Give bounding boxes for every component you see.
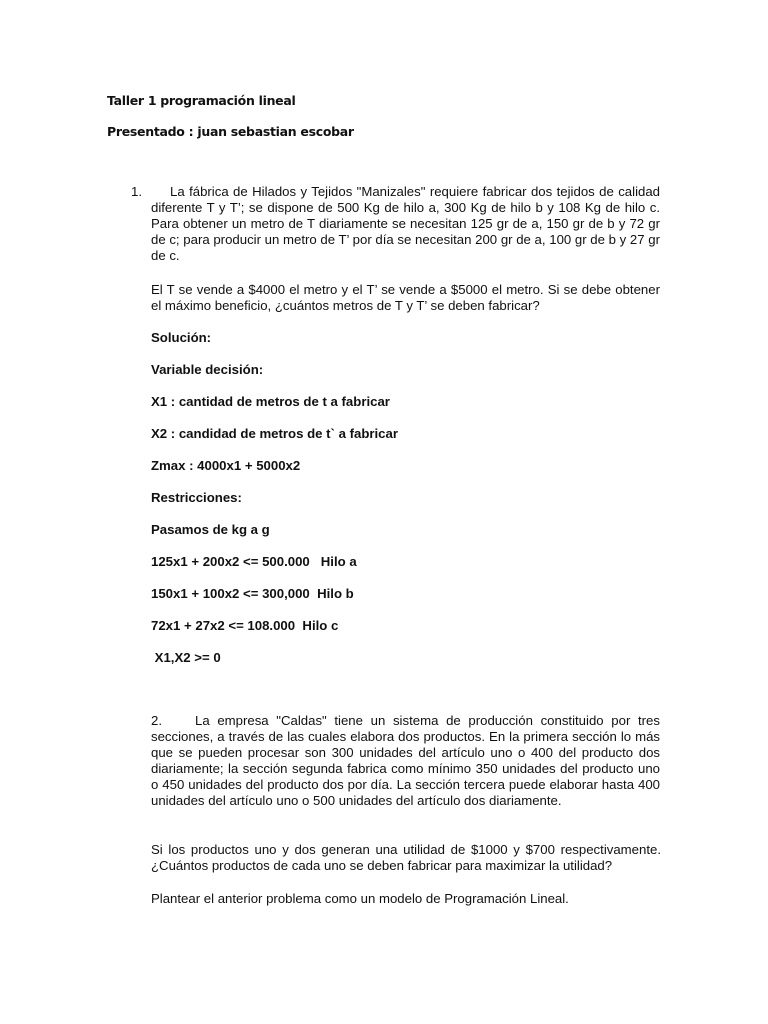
problem-1-number: 1. (131, 184, 142, 199)
problem-2-paragraph-1: La empresa "Caldas" tiene un sistema de producción constituido por tres secciones, a través de las cuales elabora dos productos. En la primera sección lo más que se pueden procesar son 300 unidades del artículo uno o 400 del producto dos diariamente; la sección segunda fabrica como mínimo 350 unidades del producto uno o 450 unidades del producto dos por día. La sección tercera puede elaborar hasta 400 unidades del artículo uno o 500 unidades del artículo dos diariamente. (151, 713, 660, 808)
problem-1-paragraph-2: El T se vende a $4000 el metro y el T’ se vende a $5000 el metro. Si se debe obtener el máximo beneficio, ¿cuántos metros de T y T’ se deben fabricar? (151, 282, 660, 313)
restriction-hilo-c: 72x1 + 27x2 <= 108.000 Hilo c (151, 618, 339, 633)
problem-1-paragraph-1: La fábrica de Hilados y Tejidos "Manizales" requiere fabricar dos tejidos de calidad diferente T y T’; se dispone de 500 Kg de hilo a, 300 Kg de hilo b y 108 Kg de hilo c. Para obtener un metro de T diariamente se necesitan 125 gr de a, 150 gr de b y 72 gr de c; para producir un metro de T’ por día se necesitan 200 gr de a, 100 gr de b y 27 gr de c. (151, 184, 660, 263)
presenter-line: Presentado : juan sebastian escobar (107, 124, 354, 139)
objective-function: Zmax : 4000x1 + 5000x2 (151, 458, 301, 473)
non-negativity-restriction: X1,X2 >= 0 (151, 650, 221, 665)
problem-2-paragraph-2: Si los productos uno y dos generan una utilidad de $1000 y $700 respectivamente. ¿Cuántos productos de cada uno se deben fabricar para maximizar la utilidad? (151, 842, 661, 873)
variable-x1: X1 : cantidad de metros de t a fabricar (151, 394, 390, 409)
variable-x2: X2 : candidad de metros de t` a fabricar (151, 426, 398, 441)
unit-conversion-note: Pasamos de kg a g (151, 522, 270, 537)
restriction-hilo-b: 150x1 + 100x2 <= 300,000 Hilo b (151, 586, 354, 601)
restrictions-heading: Restricciones: (151, 490, 242, 505)
decision-variable-heading: Variable decisión: (151, 362, 264, 377)
problem-2-paragraph-3: Plantear el anterior problema como un modelo de Programación Lineal. (151, 891, 569, 906)
document-title: Taller 1 programación lineal (107, 93, 296, 108)
problem-2-number: 2. (151, 713, 162, 728)
restriction-hilo-a: 125x1 + 200x2 <= 500.000 Hilo a (151, 554, 357, 569)
solution-heading: Solución: (151, 330, 212, 345)
